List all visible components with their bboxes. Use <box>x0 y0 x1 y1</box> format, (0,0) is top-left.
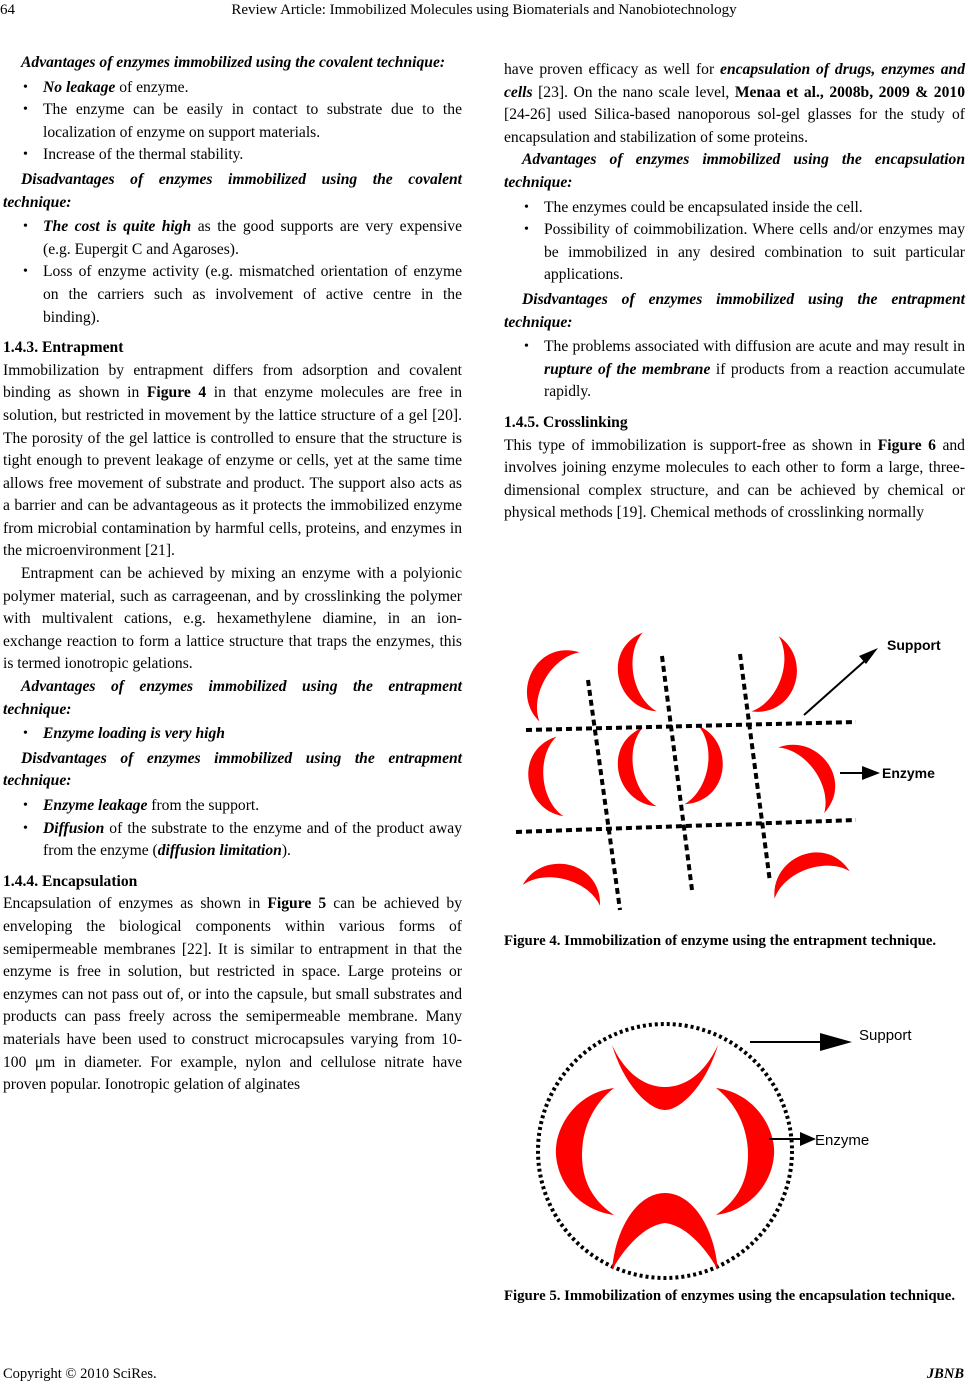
enzyme-shape <box>778 729 850 813</box>
dis-covalent-list <box>3 216 462 329</box>
figure-ref[interactable]: Figure 6 <box>877 436 936 454</box>
section-heading-crosslinking: 1.4.5. Crosslinking <box>504 413 628 431</box>
dis-entrap-heading: Disdvantages of enzymes immobilized using the entrapment technique: <box>3 749 462 790</box>
section-heading-entrapment: 1.4.3. Entrapment <box>3 339 124 357</box>
figure-5 <box>504 1015 966 1295</box>
arrow-head-icon <box>820 1033 852 1051</box>
copyright: Copyright © 2010 SciRes. <box>3 1366 157 1382</box>
label-support: Support <box>859 1027 912 1044</box>
page-number: 64 <box>0 2 15 18</box>
dis-covalent-heading: Disadvantages of enzymes immobilized using the covalent technique: <box>3 170 462 211</box>
figure-4-caption: Figure 4. Immobilization of enzyme using the entrapment technique. <box>504 933 937 949</box>
list-item: • No leakage of enzyme. <box>43 77 462 100</box>
arrow-head-icon <box>862 766 880 780</box>
paragraph: have proven efficacy as well for encapsulation of drugs, enzymes and cells [23]. On the nano scale level, Menaa et al., 2008b, 2009 & 2010 [24-26] used Silica-based nanoporous sol-gel glasses for the study of encapsulation and stabilization of some proteins. <box>504 61 965 146</box>
enzyme-shape <box>512 637 579 722</box>
dis-entrap-list <box>3 795 462 863</box>
adv-entrap-heading: Advantages of enzymes immobilized using the entrapment technique: <box>3 678 462 718</box>
enzyme-shape <box>523 855 608 906</box>
citation-authors: Menaa et al., 2008b, 2009 & 2010 <box>734 83 965 101</box>
list-item: • The enzyme can be easily in contact to substrate due to the localization of enzyme on support materials. <box>43 99 462 144</box>
enzyme-shape <box>612 632 657 716</box>
list-item: • Diffusion of the substrate to the enzyme and of the product away from the enzyme (diffusion limitation). <box>43 818 462 863</box>
enzyme-shape <box>716 1088 774 1215</box>
adv-covalent-list <box>3 77 462 167</box>
paragraph: Immobilization by entrapment differs from adsorption and covalent binding as shown in Figure 4 in that enzyme molecules are free in solution, but restricted in movement by the lattice structure of a gel [20]. The porosity of the gel lattice is controlled to ensure that the structure is tight enough to prevent leakage of enzyme or cells, yet at the same time allows free movement of substrate and product. The support also acts as a barrier and can be advantageous as it protects the immobilized enzyme from microbial contamination by harmful cells, proteins, and enzymes in the microenvironment [21]. <box>3 361 462 560</box>
dis-encap-heading: Disdvantages of enzymes immobilized using the entrapment technique: <box>504 290 965 331</box>
enzyme-shape <box>612 727 657 811</box>
arrow-head-icon <box>800 1132 816 1146</box>
list-item: • Loss of enzyme activity (e.g. mismatched orientation of enzyme on the carriers such as involvement of active centre in the binding). <box>43 261 462 329</box>
figure-4-diagram <box>504 620 966 920</box>
enzyme-shape <box>751 636 808 722</box>
list-item: • Possibility of coimmobilization. Where cells and/or enzymes may be immobilized in any desired combination to suit particular applications. <box>544 219 965 287</box>
adv-encap-heading: Advantages of enzymes immobilized using the encapsulation technique: <box>504 151 965 191</box>
enzyme-shape <box>684 725 729 809</box>
enzyme-shape <box>556 1088 614 1215</box>
figure-5-caption: Figure 5. Immobilization of enzymes using the encapsulation technique. <box>504 1288 956 1304</box>
lattice-line <box>662 656 692 890</box>
page-header <box>0 0 968 22</box>
list-item: • Increase of the thermal stability. <box>43 144 462 167</box>
lattice-line <box>740 654 770 882</box>
label-enzyme: Enzyme <box>815 1132 870 1149</box>
running-title: Review Article: Immobilized Molecules using Biomaterials and Nanobiotechnology <box>231 2 737 18</box>
lattice-line <box>526 722 856 730</box>
adv-encap-list <box>504 197 965 287</box>
label-enzyme: Enzyme <box>882 765 935 781</box>
list-item: • Enzyme loading is very high <box>43 723 462 746</box>
figure-ref[interactable]: Figure 4 <box>146 384 207 402</box>
list-item: • The cost is quite high as the good supports are very expensive (e.g. Eupergit C and Agaroses). <box>43 216 462 261</box>
journal-abbrev: JBNB <box>926 1366 964 1382</box>
adv-entrap-list <box>3 723 462 746</box>
lattice-line <box>588 680 620 910</box>
enzyme-shapes <box>556 1045 774 1270</box>
figure-4 <box>504 620 966 920</box>
dis-encap-list <box>504 336 965 404</box>
paragraph: Encapsulation of enzymes as shown in Figure 5 can be achieved by enveloping the biological components within various forms of semipermeable membranes [22]. It is similar to entrapment in that the enzyme is free in solution, but restricted in space. Large proteins or enzymes can not pass out of, or into the capsule, but small substrates and products can pass freely across the semipermeable membrane. Many materials have been used to construct microcapsules varying from 10-100 μm in diameter. For example, nylon and cellulose nitrate have proven popular. Ionotropic gelation of alginates <box>3 895 462 1094</box>
list-item: • Enzyme leakage from the support. <box>43 795 462 818</box>
paragraph: This type of immobilization is support-free as shown in Figure 6 and involves joining enzyme molecules to each other to form a large, three-dimensional complex structure, and can be achieved by chemical or physical methods [19]. Chemical methods of crosslinking normally <box>504 436 965 522</box>
enzyme-shape <box>764 842 850 899</box>
list-item: • The problems associated with diffusion are acute and may result in rupture of the membrane if products from a reaction accumulate rapidly. <box>544 336 965 404</box>
label-support: Support <box>887 637 941 653</box>
enzyme-shapes <box>512 632 850 905</box>
figure-5-diagram <box>504 1015 966 1295</box>
enzyme-shape <box>612 1193 718 1270</box>
left-column <box>3 52 462 1097</box>
figure-ref[interactable]: Figure 5 <box>267 895 327 913</box>
enzyme-shape <box>525 737 563 819</box>
adv-covalent-heading: Advantages of enzymes immobilized using the covalent technique: <box>21 54 446 71</box>
arrow-head-icon <box>859 648 878 664</box>
right-column <box>504 59 965 525</box>
enzyme-shape <box>612 1045 718 1110</box>
list-item: • The enzymes could be encapsulated inside the cell. <box>544 197 965 220</box>
paragraph: Entrapment can be achieved by mixing an enzyme with a polyionic polymer material, such as carrageenan, and by crosslinking the polymer with multivalent cations, e.g. hexamethylene diamine, in an ion-exchange reaction to form a lattice structure that traps the enzymes, this is termed ionotropic gelations. <box>3 565 462 673</box>
support-pointer <box>804 658 868 715</box>
section-heading-encapsulation: 1.4.4. Encapsulation <box>3 872 138 890</box>
